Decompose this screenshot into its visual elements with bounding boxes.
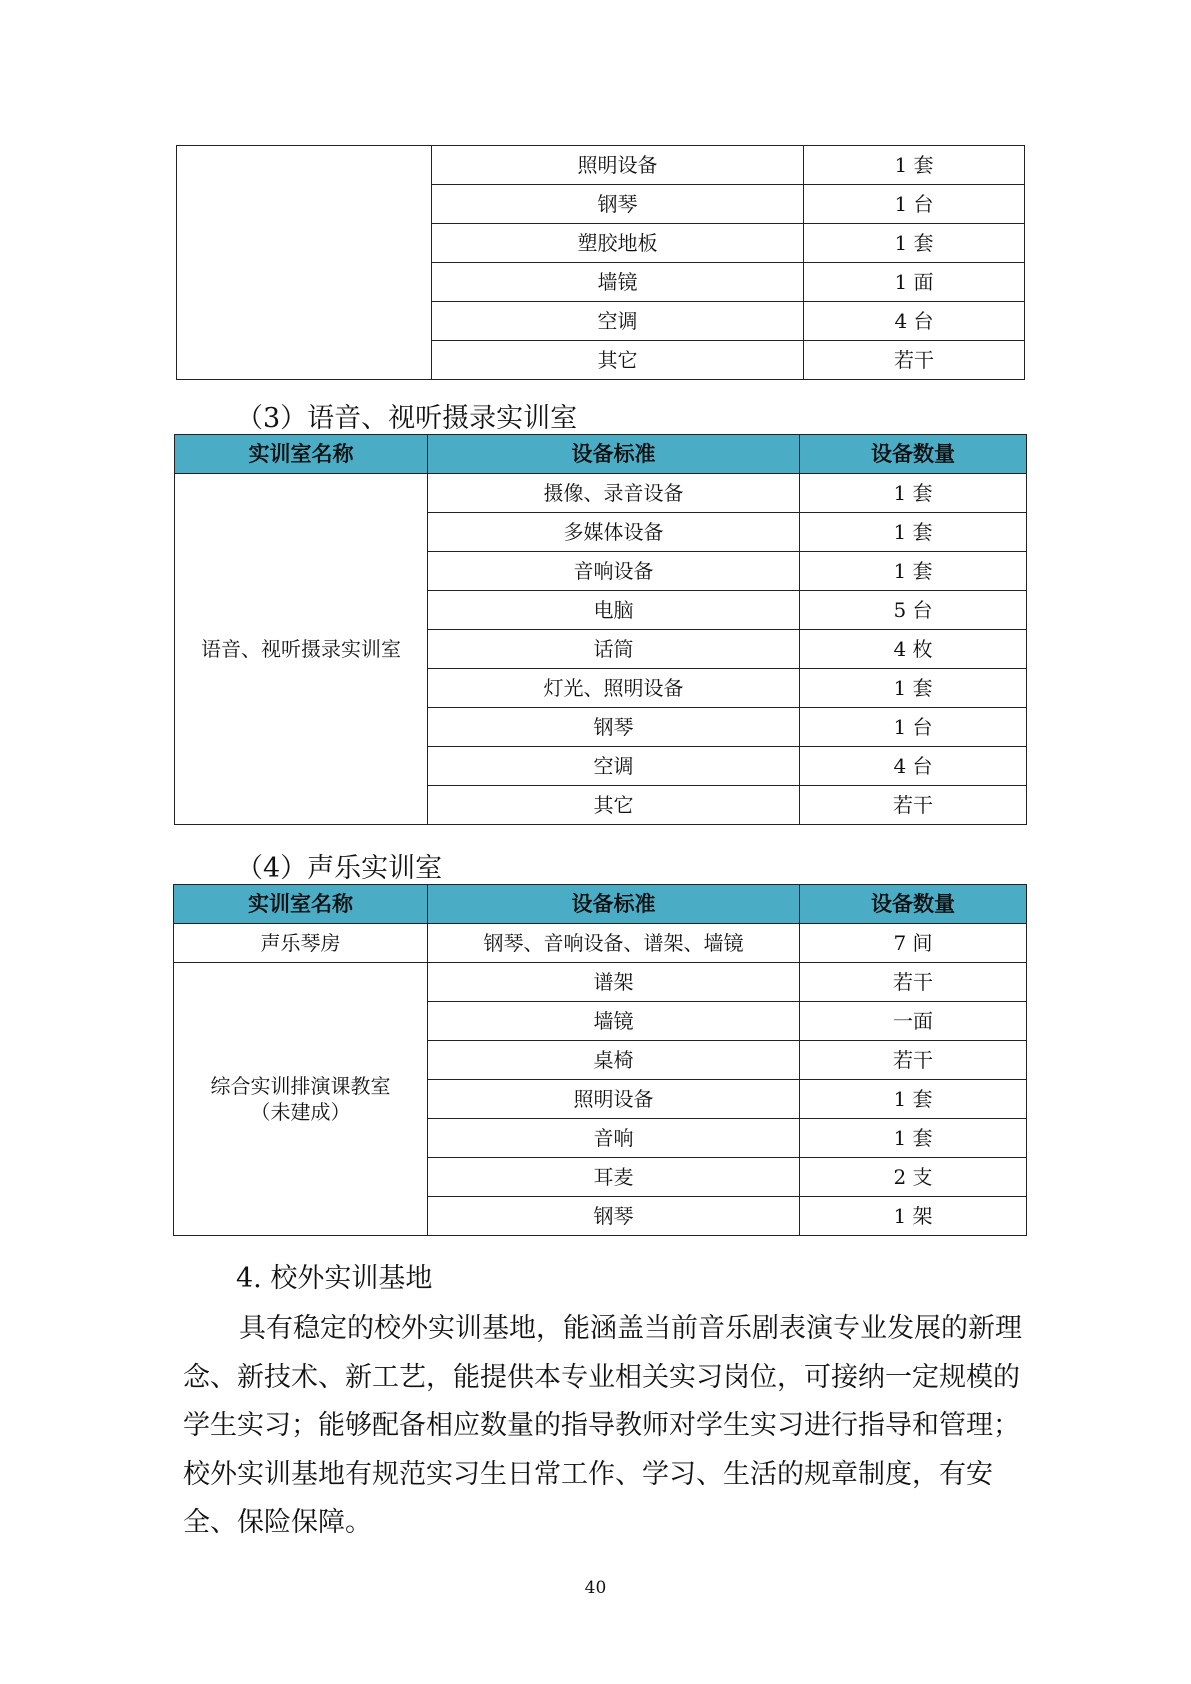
equipment-qty: 1 台 [800,708,1027,747]
equipment-item: 墙镜 [432,263,804,302]
offcampus-heading: 4. 校外实训基地 [236,1263,433,1294]
room-name-cell: 语音、视听摄录实训室 [175,474,428,825]
equipment-item: 钢琴 [432,185,804,224]
equipment-qty: 1 面 [804,263,1025,302]
equipment-item: 音响 [428,1119,800,1158]
equipment-item: 空调 [428,747,800,786]
equipment-item: 桌椅 [428,1041,800,1080]
header-equipment-standard: 设备标准 [428,885,800,924]
equipment-item: 谱架 [428,963,800,1002]
equipment-qty: 若干 [800,1041,1027,1080]
equipment-item: 照明设备 [432,146,804,185]
equipment-item: 钢琴 [428,1197,800,1236]
section-3-heading: （3）语音、视听摄录实训室 [236,403,578,434]
equipment-qty: 若干 [804,341,1025,380]
equipment-qty: 4 台 [800,747,1027,786]
header-room-name: 实训室名称 [174,885,428,924]
room-name-line: 综合实训排演课教室 [210,1074,391,1098]
header-equipment-standard: 设备标准 [428,435,800,474]
vocal-room-table [173,884,1027,1236]
equipment-qty: 1 套 [804,224,1025,263]
table-row [174,924,1027,963]
equipment-item: 墙镜 [428,1002,800,1041]
equipment-item: 空调 [432,302,804,341]
room-name-cell: 声乐琴房 [174,924,428,963]
equipment-item: 照明设备 [428,1080,800,1119]
voice-av-room-table [174,434,1027,825]
offcampus-paragraph: 具有稳定的校外实训基地，能涵盖当前音乐剧表演专业发展的新理念、新技术、新工艺，能提供本专业相关实习岗位，可接纳一定规模的学生实习；能够配备相应数量的指导教师对学生实习进行指导和管理；校外实训基地有规范实习生日常工作、学习、生活的规章制度，有安全、保险保障。 [183,1313,1022,1538]
header-equipment-qty: 设备数量 [800,435,1027,474]
equipment-item: 其它 [432,341,804,380]
equipment-qty: 7 间 [800,924,1027,963]
equipment-qty: 1 套 [804,146,1025,185]
room-name-cell [177,146,432,380]
equipment-item: 耳麦 [428,1158,800,1197]
header-room-name: 实训室名称 [175,435,428,474]
equipment-qty: 1 套 [800,1080,1027,1119]
equipment-item: 钢琴、音响设备、谱架、墙镜 [428,924,800,963]
room-name-note: （未建成） [250,1100,351,1124]
equipment-item: 钢琴 [428,708,800,747]
equipment-qty: 1 套 [800,513,1027,552]
equipment-qty: 2 支 [800,1158,1027,1197]
equipment-qty: 5 台 [800,591,1027,630]
table-row [177,146,1025,185]
equipment-item: 电脑 [428,591,800,630]
header-equipment-qty: 设备数量 [800,885,1027,924]
equipment-qty: 4 枚 [800,630,1027,669]
equipment-item: 多媒体设备 [428,513,800,552]
room-name-cell [174,963,428,1236]
equipment-item: 灯光、照明设备 [428,669,800,708]
page-number: 40 [584,1578,607,1598]
section-4-heading: （4）声乐实训室 [236,853,443,884]
equipment-qty: 1 套 [800,552,1027,591]
equipment-qty: 1 台 [804,185,1025,224]
table-row [174,963,1027,1002]
equipment-qty: 一面 [800,1002,1027,1041]
continued-equipment-table [176,145,1025,380]
equipment-qty: 若干 [800,786,1027,825]
equipment-qty: 1 套 [800,669,1027,708]
table-row [175,474,1027,513]
table-header-row [174,885,1027,924]
equipment-qty: 1 架 [800,1197,1027,1236]
equipment-item: 话筒 [428,630,800,669]
equipment-qty: 1 套 [800,1119,1027,1158]
equipment-item: 其它 [428,786,800,825]
equipment-item: 塑胶地板 [432,224,804,263]
equipment-item: 摄像、录音设备 [428,474,800,513]
table-header-row [175,435,1027,474]
equipment-qty: 1 套 [800,474,1027,513]
equipment-qty: 4 台 [804,302,1025,341]
equipment-qty: 若干 [800,963,1027,1002]
equipment-item: 音响设备 [428,552,800,591]
